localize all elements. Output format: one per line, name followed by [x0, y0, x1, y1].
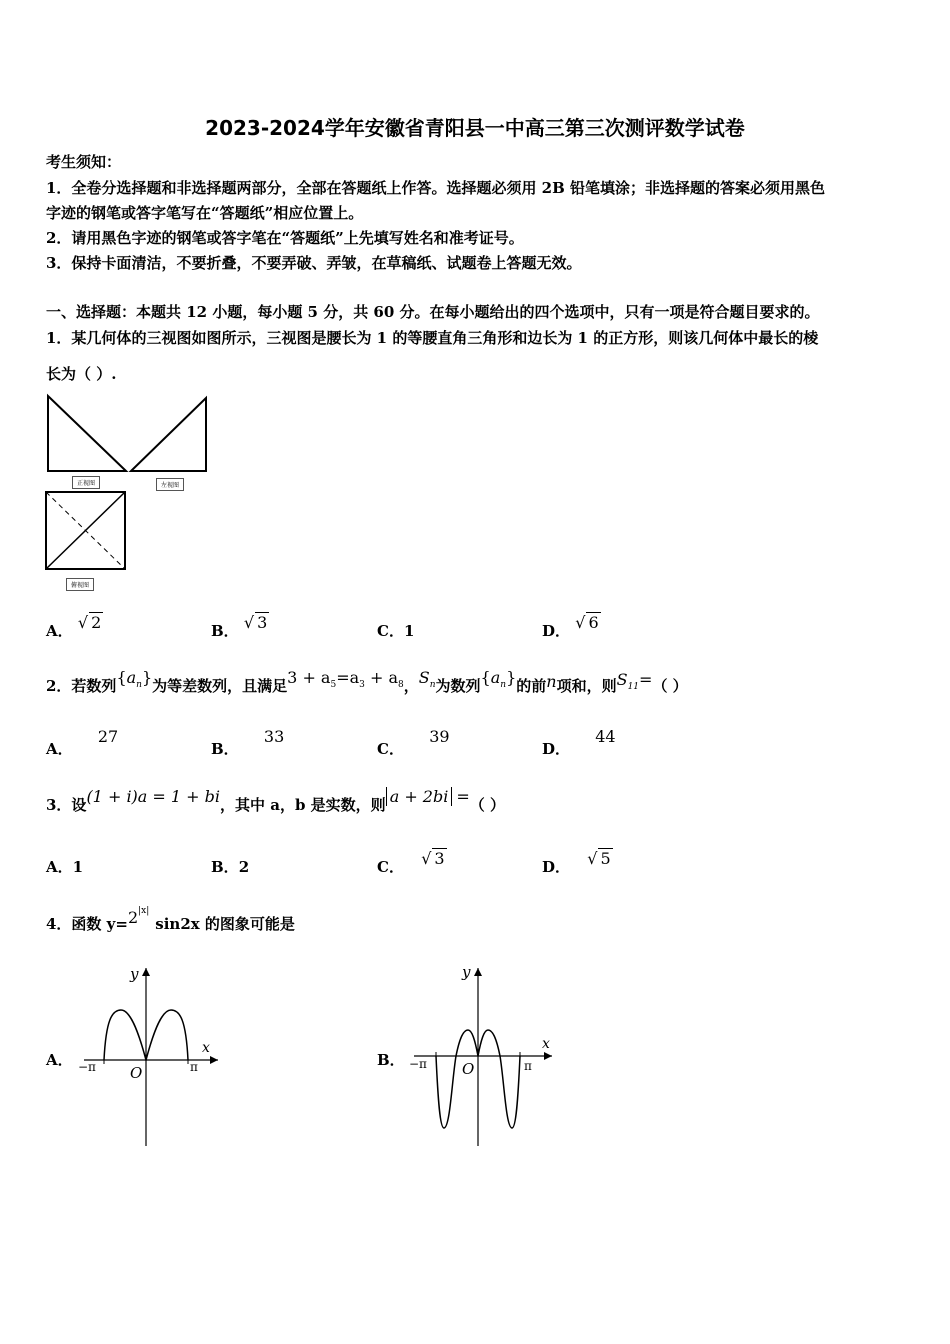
option-letter: A．: [46, 858, 73, 876]
q3-stem: 3．设(1 + i)a = 1 + bi，其中 a，b 是实数，则 a + 2bi =（ ）: [46, 787, 505, 814]
q3-option-d[interactable]: D． √ 5: [542, 849, 611, 876]
page-title: 2023-2024学年安徽省青阳县一中高三第三次测评数学试卷: [205, 116, 745, 140]
section-heading: 一、选择题：本题共 12 小题，每小题 5 分，共 60 分。在每小题给出的四个选项中，只有一项是符合题目要求的。: [46, 303, 820, 321]
option-letter: D．: [542, 858, 571, 876]
option-value: 1: [72, 858, 84, 876]
q3-option-c[interactable]: C． √ 3: [377, 849, 445, 876]
svg-text:−π: −π: [409, 1057, 427, 1071]
q1-option-c[interactable]: [377, 620, 414, 641]
svg-text:O: O: [462, 1060, 475, 1078]
q3-option-a[interactable]: [46, 856, 83, 877]
svg-text:x: x: [542, 1036, 550, 1052]
q4-stem: 4．函数 $y=2^{|x|}\sin 2x$ 的图象可能是: [46, 906, 295, 933]
option-letter: C．: [377, 858, 404, 876]
option-letter: A．: [46, 740, 73, 758]
q2-option-a[interactable]: [46, 727, 119, 759]
svg-text:x: x: [202, 1040, 210, 1056]
q1-option-b[interactable]: B． √ 3: [211, 613, 268, 640]
option-value: 44: [595, 727, 616, 746]
front-view-triangle: [48, 396, 126, 471]
notice-heading: 考生须知：: [46, 153, 122, 171]
option-value: 2: [238, 858, 250, 876]
option-value: 39: [429, 727, 450, 746]
notice-line-1a: 1．全卷分选择题和非选择题两部分，全部在答题纸上作答。选择题必须用 2B 铅笔填涂；非选择题的答案必须用黑色: [46, 179, 826, 197]
q2-option-d[interactable]: [542, 727, 616, 759]
svg-text:y: y: [462, 963, 471, 981]
option-letter: D．: [542, 740, 571, 758]
svg-text:y: y: [130, 965, 139, 983]
option-letter: C．: [377, 622, 404, 640]
q1-option-d[interactable]: D． √ 6: [542, 613, 599, 640]
option-value: 5: [600, 849, 611, 868]
q4-graph-a: [76, 960, 226, 1155]
top-view-label: 俯视图: [66, 578, 94, 591]
q4-option-b[interactable]: B．: [377, 1051, 405, 1069]
three-view-figure: [40, 390, 220, 600]
q1-text-b: 长为（ ）.: [46, 365, 117, 383]
option-letter: B．: [211, 622, 239, 640]
option-value: 6: [588, 613, 599, 632]
notice-line-3: 3．保持卡面清洁，不要折叠，不要弄破、弄皱，在草稿纸、试题卷上答题无效。: [46, 254, 582, 272]
notice-line-2: 2．请用黑色字迹的钢笔或答字笔在“答题纸”上先填写姓名和准考证号。: [46, 229, 524, 247]
q2-option-c[interactable]: [377, 727, 450, 759]
option-letter: C．: [377, 740, 404, 758]
option-value: 33: [263, 727, 285, 746]
side-view-label: 左视图: [156, 478, 184, 491]
svg-text:O: O: [130, 1064, 143, 1082]
svg-text:π: π: [524, 1059, 532, 1073]
notice-line-1b: 字迹的钢笔或答字笔写在“答题纸”相应位置上。: [46, 204, 364, 222]
option-letter: D．: [542, 622, 571, 640]
q1-text-a: 1．某几何体的三视图如图所示，三视图是腰长为 1 的等腰直角三角形和边长为 1 的正方形，则该几何体中最长的棱: [46, 329, 819, 347]
option-letter: A．: [46, 622, 73, 640]
q2-stem: 2．若数列$\{a_n\}$为等差数列，且满足$3 + a_5=a_3 + a_8$，$S_n$为数列$\{a_n\}$的前n项和，则$S_{11}=$（ ）: [46, 668, 688, 695]
option-value: 2: [91, 613, 102, 632]
option-value: 1: [403, 622, 415, 640]
q3-option-b[interactable]: [211, 856, 249, 877]
q4-option-a[interactable]: A．: [46, 1051, 73, 1069]
q2-option-b[interactable]: [211, 727, 285, 759]
q1-option-a[interactable]: A． √ 2: [46, 613, 102, 640]
svg-text:π: π: [190, 1060, 198, 1074]
option-letter: B．: [211, 740, 239, 758]
option-value: 3: [257, 613, 268, 632]
option-letter: B．: [211, 858, 239, 876]
option-value: 3: [434, 849, 445, 868]
svg-text:−π: −π: [78, 1060, 96, 1074]
q4-graph-b: [406, 960, 561, 1155]
option-value: 27: [97, 727, 119, 746]
side-view-triangle: [131, 398, 206, 471]
front-view-label: 正视图: [72, 476, 100, 489]
